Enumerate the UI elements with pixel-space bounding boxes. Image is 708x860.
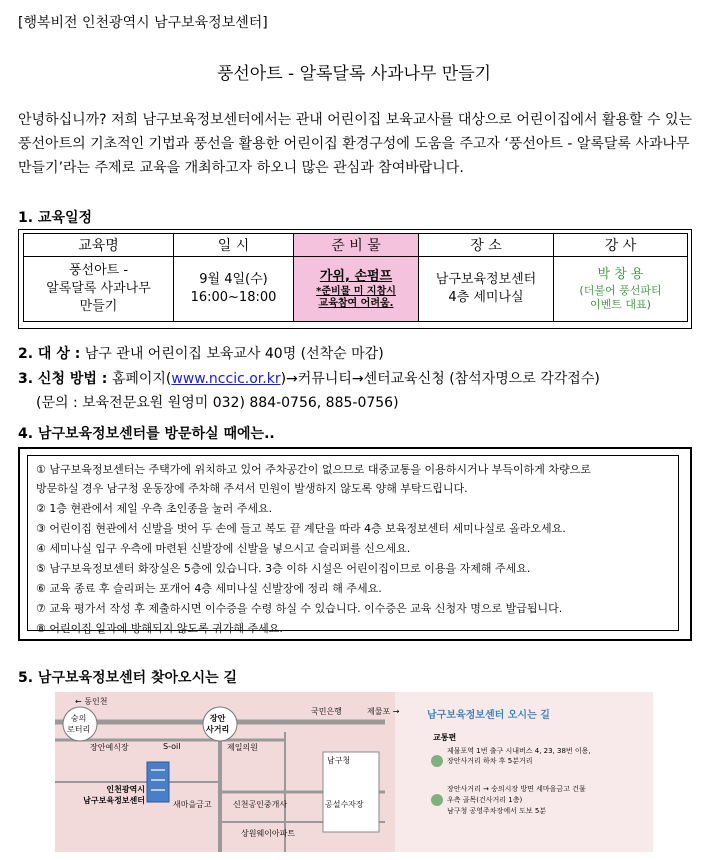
cell-course: 풍선아트 - 알록달록 사과나무 만들기 — [24, 257, 174, 322]
cell-materials: 가위, 손펌프 *준비물 미 지참시 교육참여 어려움. — [294, 257, 419, 322]
map-transit-title: 교통편 — [433, 733, 457, 742]
contact-line: (문의 : 보육전문요원 원영미 032) 884-0756, 885-0756) — [36, 395, 399, 411]
notice-line: ① 남구보육정보센터는 주택가에 위치하고 있어 주차공간이 없으므로 대중교통을 이용하시거나 부득이하게 차량으로 — [36, 463, 591, 476]
col-course: 교육명 — [24, 234, 174, 257]
map-jeil: 제일의원 — [227, 743, 258, 752]
notice-line: ⑥ 교육 종료 후 슬리퍼는 포개어 4층 세미나실 신발장에 정리 해 주세요. — [36, 582, 382, 595]
map-shinhwa: 상원웨이아파트 — [241, 829, 296, 838]
cell-instructor: 박 창 용 (더불어 풍선파티 이벤트 대표) — [554, 257, 688, 322]
notice-line: ④ 세미나실 입구 우측에 마련된 신발장에 신발을 넣으시고 슬리퍼를 신으세요. — [36, 542, 411, 555]
map-roads — [55, 692, 653, 852]
map-dongincheon: ← 동인천 — [75, 697, 108, 706]
homepage-link[interactable]: www.nccic.or.kr — [171, 371, 281, 387]
section-directions-title: 5. 남구보육정보센터 찾아오시는 길 — [18, 670, 238, 686]
target-line: 2. 대 상 : 남구 관내 어린이집 보육교사 40명 (선착순 마감) — [18, 346, 384, 362]
col-datetime: 일 시 — [174, 234, 294, 257]
map-car-info: 장안사거리 → 숭의시장 방면 세마을금고 건물 우측 골목(건사거리 1층) 남구청 공영주차장에서 도보 5분 — [447, 785, 586, 815]
page-title: 풍선아트 - 알록달록 사과나무 만들기 — [216, 64, 492, 84]
notice-line: ⑧ 어린이집 일과에 방해되지 않도록 귀가해 주세요. — [36, 622, 283, 635]
col-place: 장 소 — [419, 234, 554, 257]
map-saemaeul: 새마을금고 — [173, 800, 212, 809]
page-header: [행복비전 인천광역시 남구보육정보센터] — [18, 15, 268, 31]
map-info-title: 남구보육정보센터 오시는 길 — [427, 710, 550, 721]
map-bus-info: 제물포역 1번 출구 시내버스 4, 23, 38번 이용, 장안사거리 하차 후 5분거리 — [447, 747, 591, 765]
map-gukmin: 국민은행 — [311, 707, 342, 716]
cell-datetime: 9월 4일(수) 16:00~18:00 — [174, 257, 294, 322]
map-sungui: 숭의 로터리 — [67, 714, 91, 734]
schedule-table — [23, 233, 688, 322]
col-instructor: 강 사 — [554, 234, 688, 257]
map-namgu: 남구청 — [327, 756, 351, 765]
notice-line: ② 1층 현관에서 제일 우측 초인종을 눌러 주세요. — [36, 502, 273, 515]
notice-line: 방문하실 경우 남구청 운동장에 주차해 주셔서 민원이 발생하지 않도록 양해 부탁드립니다. — [36, 482, 468, 495]
notice-line: ⑦ 교육 평가서 작성 후 제출하시면 이수증을 수령 하실 수 있습니다. 이수증은 교육 신청자 명으로 발급됩니다. — [36, 602, 563, 615]
directions-map — [55, 692, 653, 852]
section-visit-title: 4. 남구보육정보센터를 방문하실 때에는.. — [18, 426, 275, 442]
map-jangan: 장안예식장 — [90, 743, 129, 752]
intro-paragraph: 안녕하십니까? 저희 남구보육정보센터에서는 관내 어린이집 보육교사를 대상으로 어린이집에서 활용할 수 있는 풍선아트의 기초적인 기법과 풍선을 활용한 어린이집 환경구성에 도움을 주고자 ‘풍선아트 - 알록달록 사과나무 만들기’라는 주제로 교육을 개최하고자 하오니 많은 관심과 참여바랍니다. — [18, 112, 693, 176]
application-line: 3. 신청 방법 : 홈페이지(www.nccic.or.kr)→커뮤니티→센터교육신청 (참석자명으로 각각접수) — [18, 371, 600, 387]
map-sungan: 장안 사거리 — [206, 714, 230, 734]
map-stadium: 공설수자장 — [325, 800, 364, 809]
notice-line: ③ 어린이집 현관에서 신발을 벗어 두 손에 들고 복도 끝 계단을 따라 4층 보육정보센터 세미나실로 올라오세요. — [36, 522, 566, 535]
col-materials: 준 비 물 — [294, 234, 419, 257]
map-jebulpo: 제물포 → — [367, 707, 400, 716]
cell-place: 남구보육정보센터 4층 세미나실 — [419, 257, 554, 322]
map-soil: S-oil — [163, 742, 181, 751]
section-schedule-title: 1. 교육일정 — [18, 210, 93, 226]
map-center-label: 인천광역시 남구보육정보센터 — [83, 785, 145, 805]
notice-line: ⑤ 남구보육정보센터 화장실은 5층에 있습니다. 3층 이하 시설은 어린이집이므로 이용을 자제해 주세요. — [36, 562, 531, 575]
map-shinhyup: 신천공인중개사 — [233, 800, 288, 809]
